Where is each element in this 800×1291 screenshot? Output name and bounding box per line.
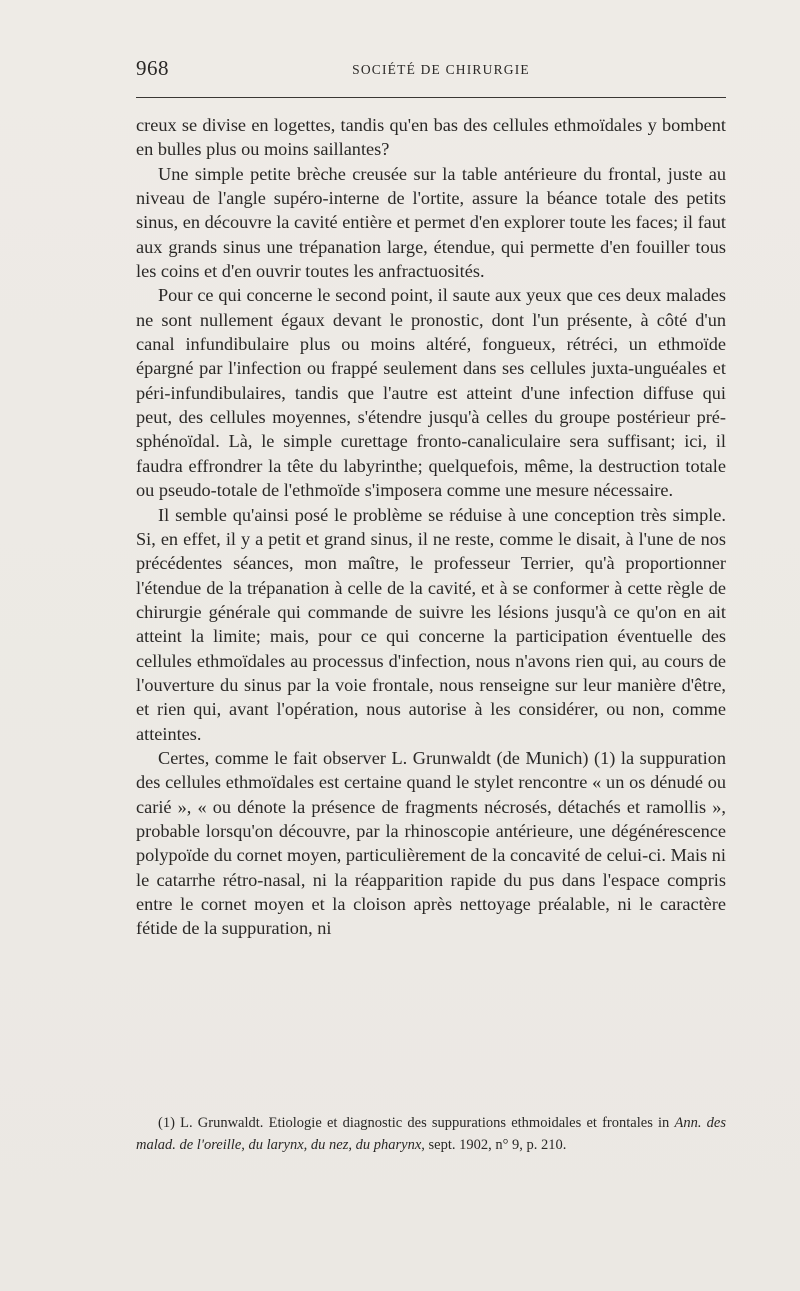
header-rule [136,97,726,98]
footnote-lead: (1) L. Grunwaldt. Etiologie et diagnostic des suppurations ethmoidales et frontales in [158,1115,675,1131]
page-number: 968 [136,56,169,80]
footnote-text [136,1112,726,1156]
paragraph: Une simple petite brèche creusée sur la table antérieure du frontal, juste au niveau de l'angle supéro-interne de l'ortite, assure la béance totale des petits sinus, en découvre la cavité entière et permet d'en explorer toute les faces; il faut aux grands sinus une trépanation large, étendue, qui permette d'en fouiller tous les coins et d'en ouvrir toutes les anfractuosités. [136,163,726,282]
running-head [136,56,726,86]
paragraph: Certes, comme le fait observer L. Grunwaldt (de Munich) (1) la suppuration des cellules ethmoïdales est certaine quand le stylet rencontre « un os dénudé ou carié », « ou dénote la présence de fragments nécrosés, détachés et ramollis », probable lorsqu'on découvre, par la rhinoscopie antérieure, une dégénérescence polypoïde du cornet moyen, particulièrement de la concavité de celui-ci. Mais ni le catarrhe rétro-nasal, ni la réapparition rapide du pus dans l'espace compris entre le cornet moyen et la cloison après nettoyage préalable, ni le caractère fétide de la suppuration, ni [136,747,726,939]
paragraph: Pour ce qui concerne le second point, il saute aux yeux que ces deux malades ne sont nullement égaux devant le pronostic, dont l'un présente, à côté d'un canal infundibulaire plus ou moins altéré, fongueux, rétréci, un ethmoïde épargné par l'infection ou frappé seulement dans ses cellules juxta-unguéales et péri-infundibulaires, tandis que l'autre est atteint d'une infection diffuse qui peut, des cellules moyennes, s'étendre jusqu'à celles du groupe postérieur pré-sphénoïdal. Là, le simple curettage fronto-canaliculaire sera suffisant; ici, il faudra effrondrer la tête du labyrinthe; quelquefois, même, la destruction totale ou pseudo-totale de l'ethmoïde s'imposera comme une mesure nécessaire. [136,285,726,501]
running-title: SOCIÉTÉ DE CHIRURGIE [352,62,530,77]
paragraph: Il semble qu'ainsi posé le problème se réduise à une conception très simple. Si, en effet, il y a petit et grand sinus, il ne reste, comme le disait, à l'une de nos précédentes séances, mon maître, le professeur Terrier, qu'à proportionner l'étendue de la trépanation à celle de la cavité, et à se conformer à cette règle de chirurgie générale qui commande de suivre les lésions jusqu'à ce qu'on en ait atteint la limite; mais, pour ce qui concerne la participation éventuelle des cellules ethmoïdales au processus d'infection, nous n'avons rien qui, au cours de l'ouverture du sinus par la voie frontale, nous renseigne sur leur manière d'être, et rien qui, avant l'opération, nous autorise à les considérer, ou non, comme atteintes. [136,504,726,744]
paragraph: creux se divise en logettes, tandis qu'en bas des cellules ethmoïdales y bombent en bulles plus ou moins saillantes? [136,115,726,160]
footnote-journal: Ann. des malad. de l'oreille, du larynx, du nez, du pharynx, [136,1115,726,1153]
footnote [136,1112,726,1156]
body-text [136,113,726,941]
footnote-tail: sept. 1902, n° 9, p. 210. [424,1137,567,1153]
